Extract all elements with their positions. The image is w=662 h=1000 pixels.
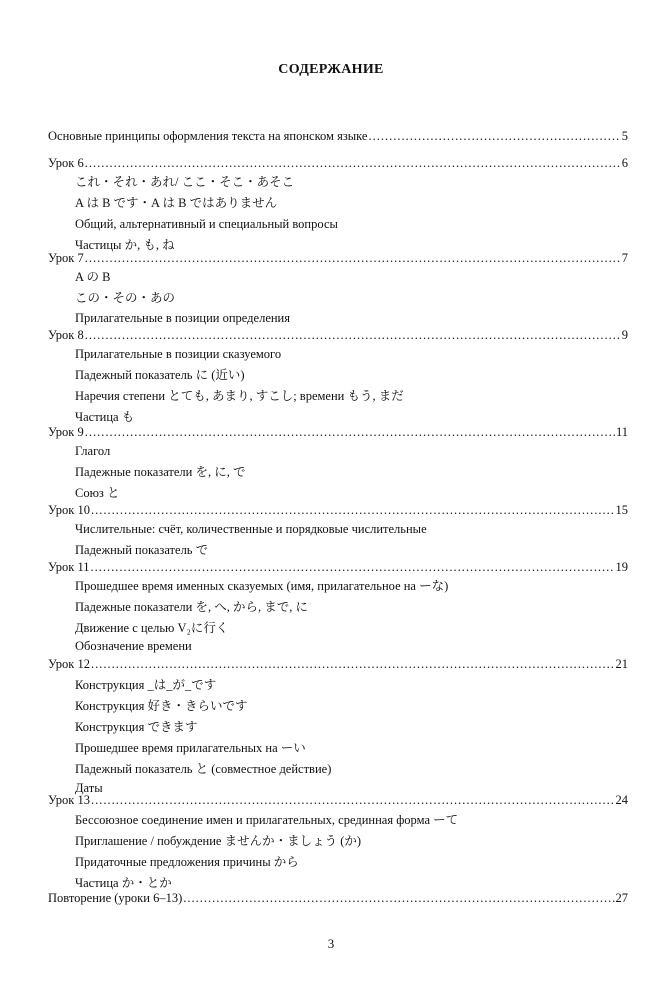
toc-page-number: 19 — [615, 560, 628, 574]
toc-subitem: Падежные показатели を, に, で — [75, 465, 246, 479]
toc-label: Урок 13 — [48, 793, 90, 807]
toc-subitem: Частица も — [75, 410, 135, 424]
toc-entry-lesson-9 — [48, 422, 628, 442]
toc-label: Урок 8 — [48, 328, 84, 342]
toc-entry-lesson-13 — [48, 790, 628, 810]
toc-subitem: Придаточные предложения причины から — [75, 855, 299, 869]
toc-page-number: 27 — [615, 891, 628, 905]
toc-subitem: Союз と — [75, 486, 120, 500]
toc-subitem: A の B — [75, 270, 111, 284]
toc-entry-lesson-8 — [48, 325, 628, 345]
toc-subitem: Падежный показатель に (近い) — [75, 368, 245, 382]
dot-leader — [91, 654, 615, 674]
toc-subitem: Числительные: счёт, количественные и порядковые числительные — [75, 522, 427, 536]
toc-entry-lesson-10 — [48, 500, 628, 520]
toc-subitem: Падежные показатели を, へ, から, まで, に — [75, 600, 308, 614]
dot-leader — [91, 500, 615, 520]
toc-subitem: この・その・あの — [75, 291, 176, 305]
toc-subitem: Прилагательные в позиции сказуемого — [75, 347, 282, 361]
toc-subitem: A は B です・A は B ではありません — [75, 196, 278, 210]
toc-page-number: 15 — [615, 503, 628, 517]
toc-label: Урок 11 — [48, 560, 90, 574]
toc-page-number: 7 — [621, 251, 628, 265]
toc-entry-lesson-11 — [48, 557, 628, 577]
page-number: 3 — [327, 936, 335, 951]
toc-entry-lesson-7 — [48, 248, 628, 268]
toc-label: Урок 7 — [48, 251, 84, 265]
toc-entry-review — [48, 888, 628, 908]
toc-page-number: 24 — [615, 793, 628, 807]
dot-leader — [85, 248, 621, 268]
toc-subitem: Конструкция できます — [75, 720, 198, 734]
toc-subitem: Обозначение времени — [75, 639, 192, 653]
toc-subitem: Глагол — [75, 444, 111, 458]
dot-leader — [368, 126, 620, 146]
toc-page-number: 9 — [621, 328, 628, 342]
toc-subitem: Прошедшее время именных сказуемых (имя, прилагательное на ーな) — [75, 579, 449, 593]
toc-subitem: Падежный показатель で — [75, 543, 209, 557]
toc-page-number: 5 — [621, 129, 628, 143]
toc-subitem: Прилагательные в позиции определения — [75, 311, 290, 325]
toc-label: Урок 9 — [48, 425, 84, 439]
toc-entry-lesson-6 — [48, 153, 628, 173]
toc-page-number: 21 — [615, 657, 628, 671]
dot-leader — [85, 325, 621, 345]
toc-label: Основные принципы оформления текста на японском языке — [48, 129, 368, 143]
dot-leader — [91, 557, 615, 577]
dot-leader — [183, 888, 614, 908]
toc-subitem: Бессоюзное соединение имен и прилагательных, срединная форма ーて — [75, 813, 459, 827]
toc-subitem: これ・それ・あれ/ ここ・そこ・あそこ — [75, 175, 295, 189]
toc-label: Урок 6 — [48, 156, 84, 170]
dot-leader — [91, 790, 615, 810]
toc-subitem: Наречия степени とても, あまり, すこし; времени もう, まだ — [75, 389, 404, 403]
toc-label: Урок 10 — [48, 503, 90, 517]
toc-subitem: Движение с целью V₂に行く — [75, 621, 229, 635]
toc-subitem: Конструкция _は_が_です — [75, 678, 217, 692]
toc-subitem: Конструкция 好き・きらいです — [75, 699, 248, 713]
toc-label: Повторение (уроки 6–13) — [48, 891, 183, 905]
toc-subitem: Прошедшее время прилагательных на ーい — [75, 741, 306, 755]
dot-leader — [85, 153, 621, 173]
toc-entry-intro — [48, 126, 628, 146]
toc-subitem: Частица か・とか — [75, 876, 172, 890]
toc-subitem: Даты — [75, 781, 103, 795]
toc-page-number: 11 — [615, 425, 628, 439]
toc-subitem: Приглашение / побуждение ませんか・ましょう (か) — [75, 834, 362, 848]
dot-leader — [85, 422, 615, 442]
toc-subitem: Частицы か, も, ね — [75, 238, 175, 252]
toc-page-number: 6 — [621, 156, 628, 170]
toc-subitem: Падежный показатель と (совместное действие) — [75, 762, 332, 776]
toc-subitem: Общий, альтернативный и специальный вопросы — [75, 217, 338, 231]
toc-entry-lesson-12 — [48, 654, 628, 674]
page-title: СОДЕРЖАНИЕ — [278, 62, 384, 77]
toc-label: Урок 12 — [48, 657, 90, 671]
